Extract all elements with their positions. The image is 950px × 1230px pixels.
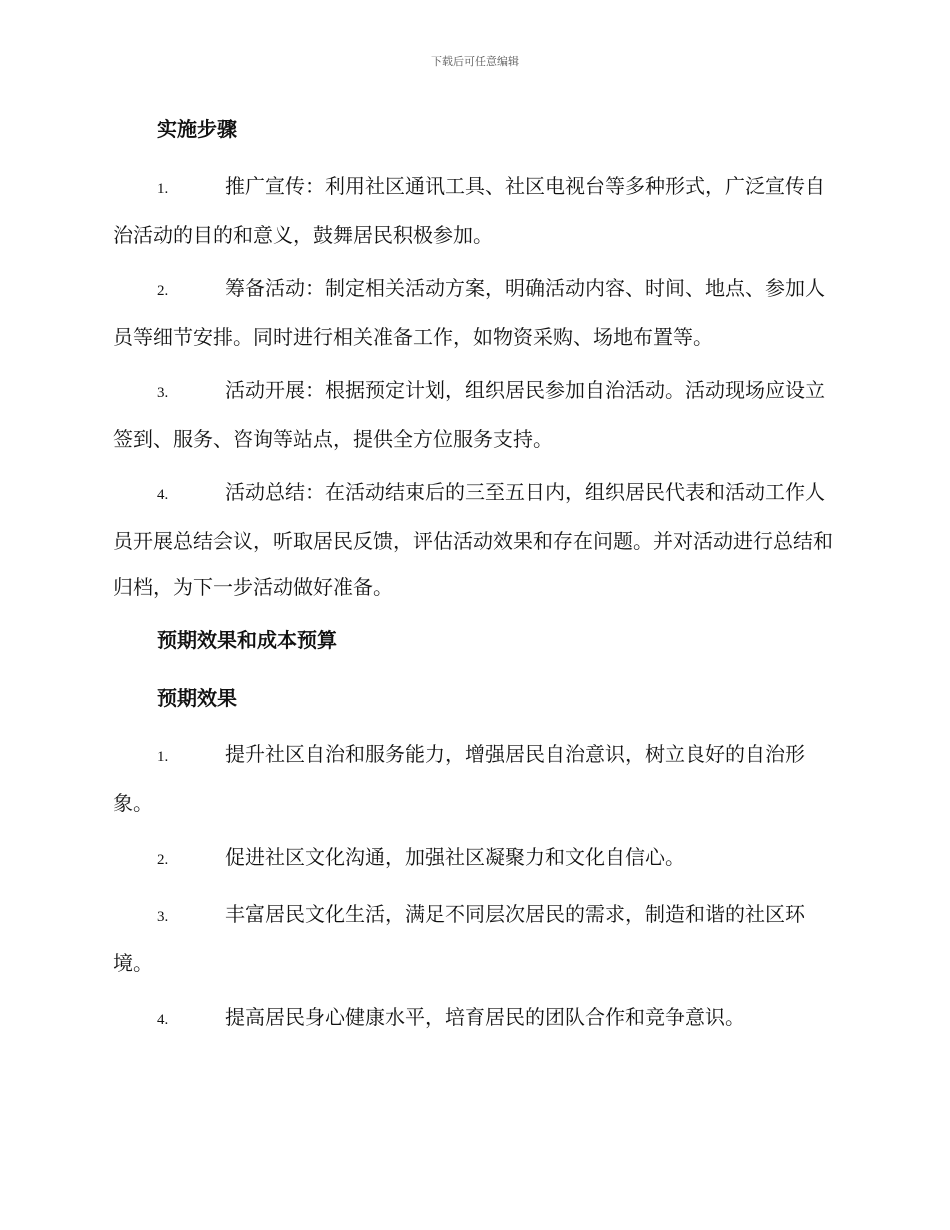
step-text: 活动开展：根据预定计划，组织居民参加自治活动。活动现场应设立签到、服务、咨询等站点，提供全方位服务支持。 <box>113 378 825 451</box>
effect-number: 3. <box>157 909 169 925</box>
effects-budget-heading: 预期效果和成本预算 <box>157 628 337 652</box>
step-item-1 <box>113 163 835 258</box>
step-number: 3. <box>157 385 169 401</box>
effect-text: 丰富居民文化生活，满足不同层次居民的需求，制造和谐的社区环境。 <box>113 902 805 975</box>
step-item-3 <box>113 367 835 462</box>
step-number: 4. <box>157 487 169 503</box>
effect-item-1 <box>113 731 835 826</box>
effect-item-4 <box>113 994 835 1043</box>
effect-number: 1. <box>157 749 169 765</box>
effect-text: 提高居民身心健康水平，培育居民的团队合作和竞争意识。 <box>225 1005 745 1029</box>
step-item-2 <box>113 265 835 360</box>
effect-text: 促进社区文化沟通，加强社区凝聚力和文化自信心。 <box>225 845 685 869</box>
effect-number: 2. <box>157 852 169 868</box>
effect-text: 提升社区自治和服务能力，增强居民自治意识，树立良好的自治形象。 <box>113 742 805 815</box>
effects-heading: 预期效果 <box>157 686 237 710</box>
effect-item-3 <box>113 891 835 986</box>
step-text: 筹备活动：制定相关活动方案，明确活动内容、时间、地点、参加人员等细节安排。同时进行相关准备工作，如物资采购、场地布置等。 <box>113 276 825 349</box>
step-number: 1. <box>157 181 169 197</box>
step-item-4 <box>113 469 835 610</box>
effect-number: 4. <box>157 1012 169 1028</box>
step-number: 2. <box>157 283 169 299</box>
effect-item-2 <box>113 834 835 883</box>
page-header: 下载后可任意编辑 <box>431 55 519 68</box>
step-text: 活动总结：在活动结束后的三至五日内，组织居民代表和活动工作人员开展总结会议，听取居民反馈，评估活动效果和存在问题。并对活动进行总结和归档，为下一步活动做好准备。 <box>113 480 833 599</box>
step-text: 推广宣传：利用社区通讯工具、社区电视台等多种形式，广泛宣传自治活动的目的和意义，鼓舞居民积极参加。 <box>113 174 825 247</box>
steps-heading: 实施步骤 <box>157 117 237 141</box>
